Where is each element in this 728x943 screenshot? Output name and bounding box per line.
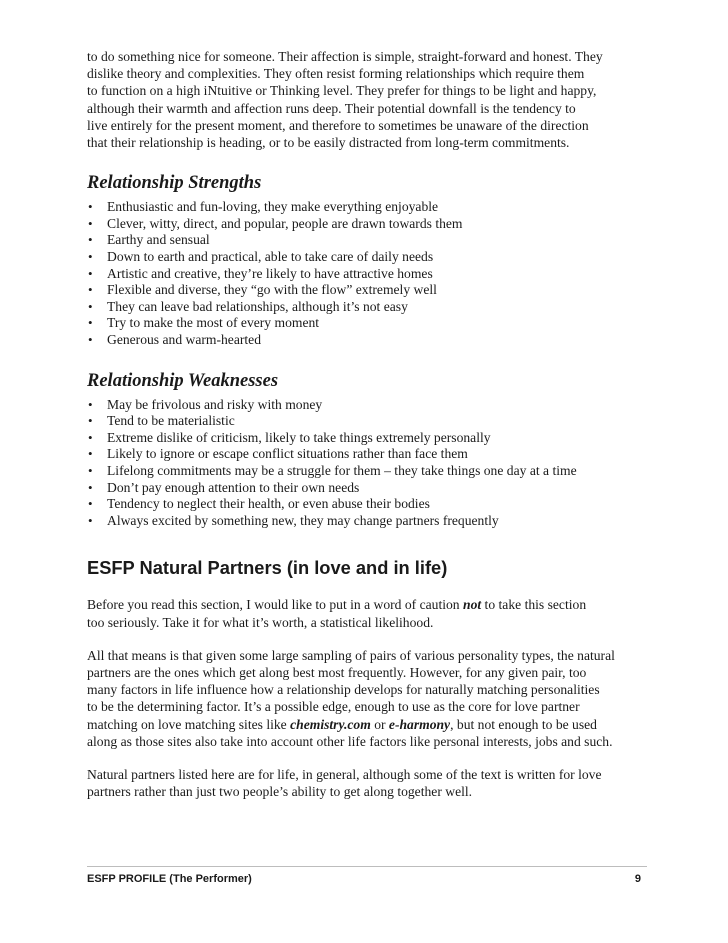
bullet-icon: • <box>88 249 93 264</box>
weaknesses-heading: Relationship Weaknesses <box>87 370 279 391</box>
list-item-text: Lifelong commitments may be a struggle for them – they take things one day at a time <box>107 462 577 478</box>
footer-title: ESFP PROFILE (The Performer) <box>87 873 252 885</box>
text-line: to function on a high iNtuitive or Thinking level. They prefer for things to be light and happy, <box>87 83 597 99</box>
list-item <box>87 216 647 233</box>
list-item <box>87 397 647 414</box>
text-line: partners are the ones which get along best most frequently. However, for any given pair, too <box>87 664 587 680</box>
list-item-text: Don’t pay enough attention to their own needs <box>107 479 360 495</box>
page-footer <box>87 873 641 885</box>
list-item <box>87 232 647 249</box>
list-item <box>87 480 647 497</box>
text-span: , but not enough to be used <box>450 716 597 732</box>
text-line: too seriously. Take it for what it’s worth, a statistical likelihood. <box>87 614 434 630</box>
text-span: Before you read this section, I would like to put in a word of caution <box>87 597 464 613</box>
list-item <box>87 299 647 316</box>
list-item <box>87 463 647 480</box>
list-item <box>87 199 647 216</box>
list-item-text: Down to earth and practical, able to take care of daily needs <box>107 249 434 264</box>
natural-partners-heading: ESFP Natural Partners (in love and in life) <box>87 557 448 579</box>
text-line: along as those sites also take into account other life factors like personal interests, jobs and such. <box>87 733 613 749</box>
strengths-list <box>87 199 647 348</box>
text-line: many factors in life influence how a relationship develops for naturally matching personalities <box>87 682 600 698</box>
list-item <box>87 496 647 513</box>
text-line: although their warmth and affection runs deep. Their potential downfall is the tendency to <box>87 100 576 116</box>
list-item <box>87 266 647 283</box>
list-item-text: Artistic and creative, they’re likely to have attractive homes <box>107 265 433 281</box>
caution-paragraph <box>87 596 647 630</box>
text-line <box>87 596 647 613</box>
bullet-icon: • <box>88 199 93 215</box>
site-name-eharmony: e-harmony <box>388 716 451 732</box>
intro-paragraph <box>87 48 647 151</box>
list-item <box>87 430 647 447</box>
list-item-text: Clever, witty, direct, and popular, people are drawn towards them <box>107 215 463 231</box>
text-span: or <box>370 716 389 732</box>
list-item-text: Always excited by something new, they may change partners frequently <box>107 512 499 528</box>
list-item-text: Tendency to neglect their health, or even abuse their bodies <box>107 496 430 512</box>
list-item-text: Tend to be materialistic <box>107 413 235 429</box>
text-line: All that means is that given some large sampling of pairs of various personality types, the natural <box>87 647 615 663</box>
bullet-icon: • <box>88 446 93 462</box>
document-page <box>87 48 647 800</box>
bullet-icon: • <box>88 462 93 478</box>
bullet-icon: • <box>88 215 93 231</box>
list-item <box>87 413 647 430</box>
list-item-text: Likely to ignore or escape conflict situations rather than face them <box>107 446 468 462</box>
list-item-text: May be frivolous and risky with money <box>107 396 323 412</box>
text-line: live entirely for the present moment, and therefore to sometimes be unaware of the direction <box>87 117 589 133</box>
footer-divider <box>87 866 647 867</box>
strengths-heading: Relationship Strengths <box>87 173 262 194</box>
list-item <box>87 249 647 266</box>
bullet-icon: • <box>88 232 93 248</box>
bullet-icon: • <box>88 496 93 512</box>
text-line <box>87 716 647 733</box>
bullet-icon: • <box>88 512 93 528</box>
list-item-text: Try to make the most of every moment <box>107 315 320 331</box>
text-line: Natural partners listed here are for life, in general, although some of the text is written for love <box>87 766 602 782</box>
list-item-text: They can leave bad relationships, although it’s not easy <box>107 298 408 314</box>
bullet-icon: • <box>88 396 93 412</box>
text-line: to do something nice for someone. Their affection is simple, straight-forward and honest. They <box>87 49 603 64</box>
natural-partners-note-paragraph <box>87 766 647 800</box>
weaknesses-list <box>87 397 647 530</box>
site-name-chemistry: chemistry.com <box>290 716 371 732</box>
list-item <box>87 315 647 332</box>
bullet-icon: • <box>88 298 93 314</box>
list-item <box>87 332 647 349</box>
bullet-icon: • <box>88 331 93 347</box>
bullet-icon: • <box>88 413 93 429</box>
text-span: to take this section <box>481 597 587 613</box>
sampling-paragraph <box>87 647 647 750</box>
bullet-icon: • <box>88 479 93 495</box>
text-span: matching on love matching sites like <box>87 716 291 732</box>
list-item-text: Earthy and sensual <box>107 232 210 248</box>
bullet-icon: • <box>88 429 93 445</box>
bullet-icon: • <box>88 265 93 281</box>
page-number: 9 <box>634 873 641 885</box>
list-item-text: Enthusiastic and fun-loving, they make everything enjoyable <box>107 199 439 215</box>
list-item <box>87 446 647 463</box>
text-line: to be the determining factor. It’s a possible edge, enough to use as the core for love partner <box>87 699 580 715</box>
text-line: that their relationship is heading, or to be easily distracted from long-term commitments. <box>87 135 570 151</box>
list-item-text: Generous and warm-hearted <box>107 331 261 347</box>
text-line: partners rather than just two people’s ability to get along together well. <box>87 784 473 800</box>
list-item-text: Extreme dislike of criticism, likely to take things extremely personally <box>107 429 491 445</box>
list-item-text: Flexible and diverse, they “go with the flow” extremely well <box>107 282 437 298</box>
list-item <box>87 513 647 530</box>
bullet-icon: • <box>88 315 93 331</box>
emphasis-not: not <box>463 597 482 613</box>
list-item <box>87 282 647 299</box>
text-line: dislike theory and complexities. They often resist forming relationships which require them <box>87 66 585 82</box>
bullet-icon: • <box>88 282 93 298</box>
